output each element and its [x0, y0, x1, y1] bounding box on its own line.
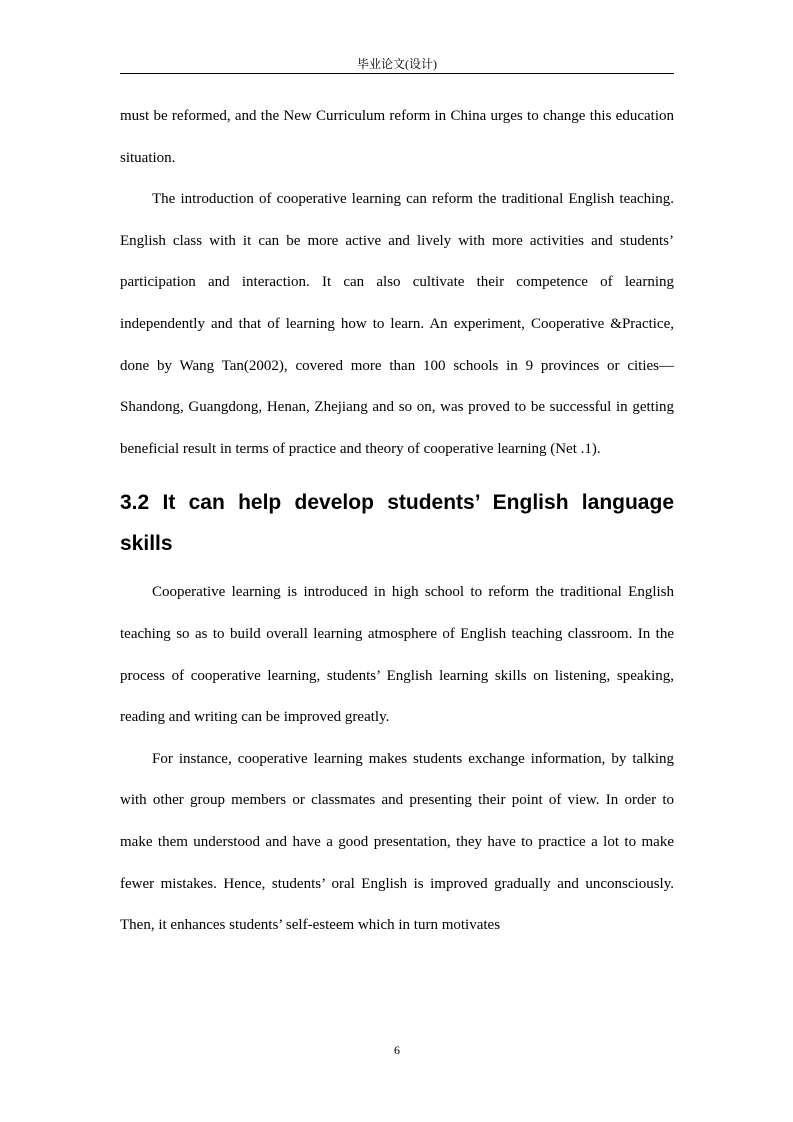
- running-header: 毕业论文(设计): [357, 57, 437, 71]
- body-text: [120, 96, 674, 947]
- page-number: 6: [394, 1043, 400, 1057]
- paragraph-continued: must be reformed, and the New Curriculum reform in China urges to change this education situation.: [120, 108, 674, 166]
- paragraph: For instance, cooperative learning makes students exchange information, by talking with other group members or classmates and presenting their point of view. In order to make them understood and have a good presentation, they have to practice a lot to make fewer mistakes. Hence, students’ oral English is improved gradually and unconsciously. Then, it enhances students’ self-esteem which in turn motivates: [120, 750, 674, 934]
- section-heading: 3.2 It can help develop students’ English language skills: [120, 491, 674, 556]
- paragraph: Cooperative learning is introduced in high school to reform the traditional English teaching so as to build overall learning atmosphere of English teaching classroom. In the process of cooperative learning, students’ English learning skills on listening, speaking, reading and writing can be improved greatly.: [120, 584, 674, 726]
- header-rule: [120, 73, 674, 74]
- paragraph: The introduction of cooperative learning can reform the traditional English teaching. English class with it can be more active and lively with more activities and students’ participation and interaction. It can also cultivate their competence of learning independently and that of learning how to learn. An experiment, Cooperative &Practice, done by Wang Tan(2002), covered more than 100 schools in 9 provinces or cities—Shandong, Guangdong, Henan, Zhejiang and so on, was proved to be successful in getting beneficial result in terms of practice and theory of cooperative learning (Net .1).: [120, 191, 674, 457]
